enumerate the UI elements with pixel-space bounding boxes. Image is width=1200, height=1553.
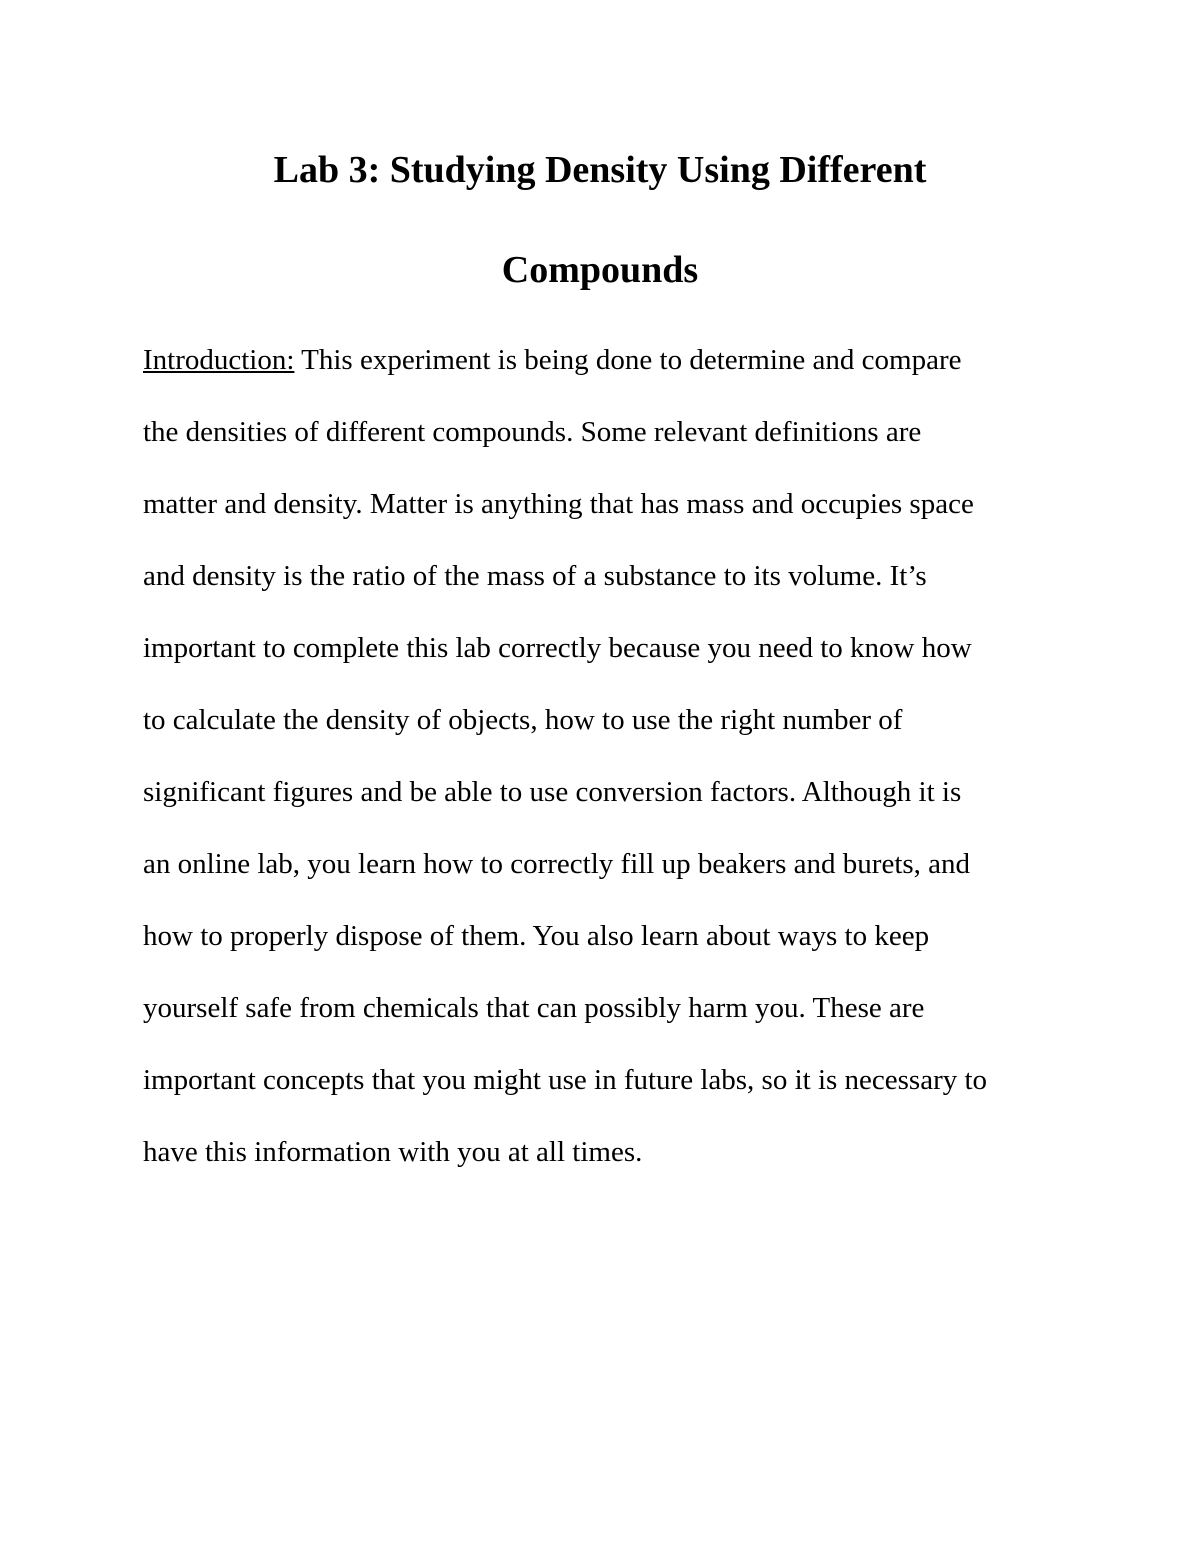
- intro-paragraph-line: important concepts that you might use in future labs, so it is necessary to: [143, 1064, 988, 1096]
- intro-paragraph-line: how to properly dispose of them. You also learn about ways to keep: [143, 920, 930, 952]
- intro-paragraph-line: important to complete this lab correctly because you need to know how: [143, 632, 972, 664]
- intro-paragraph-line: yourself safe from chemicals that can possibly harm you. These are: [143, 992, 925, 1024]
- document-title-line-2: Compounds: [501, 249, 699, 291]
- intro-paragraph-line: significant figures and be able to use conversion factors. Although it is: [143, 776, 962, 808]
- introduction-label: Introduction:: [143, 344, 295, 376]
- intro-paragraph-line-1: [143, 342, 962, 378]
- intro-paragraph-line: matter and density. Matter is anything that has mass and occupies space: [143, 488, 974, 520]
- intro-paragraph-line: to calculate the density of objects, how to use the right number of: [143, 704, 903, 736]
- intro-paragraph-line: an online lab, you learn how to correctly fill up beakers and burets, and: [143, 848, 971, 880]
- document-title-line-1: Lab 3: Studying Density Using Different: [273, 149, 927, 191]
- intro-first-line-text: This experiment is being done to determine and compare: [294, 344, 962, 376]
- intro-paragraph-line: have this information with you at all times.: [143, 1136, 643, 1168]
- intro-paragraph-line: the densities of different compounds. Some relevant definitions are: [143, 416, 922, 448]
- intro-paragraph-line: and density is the ratio of the mass of a substance to its volume. It’s: [143, 560, 927, 592]
